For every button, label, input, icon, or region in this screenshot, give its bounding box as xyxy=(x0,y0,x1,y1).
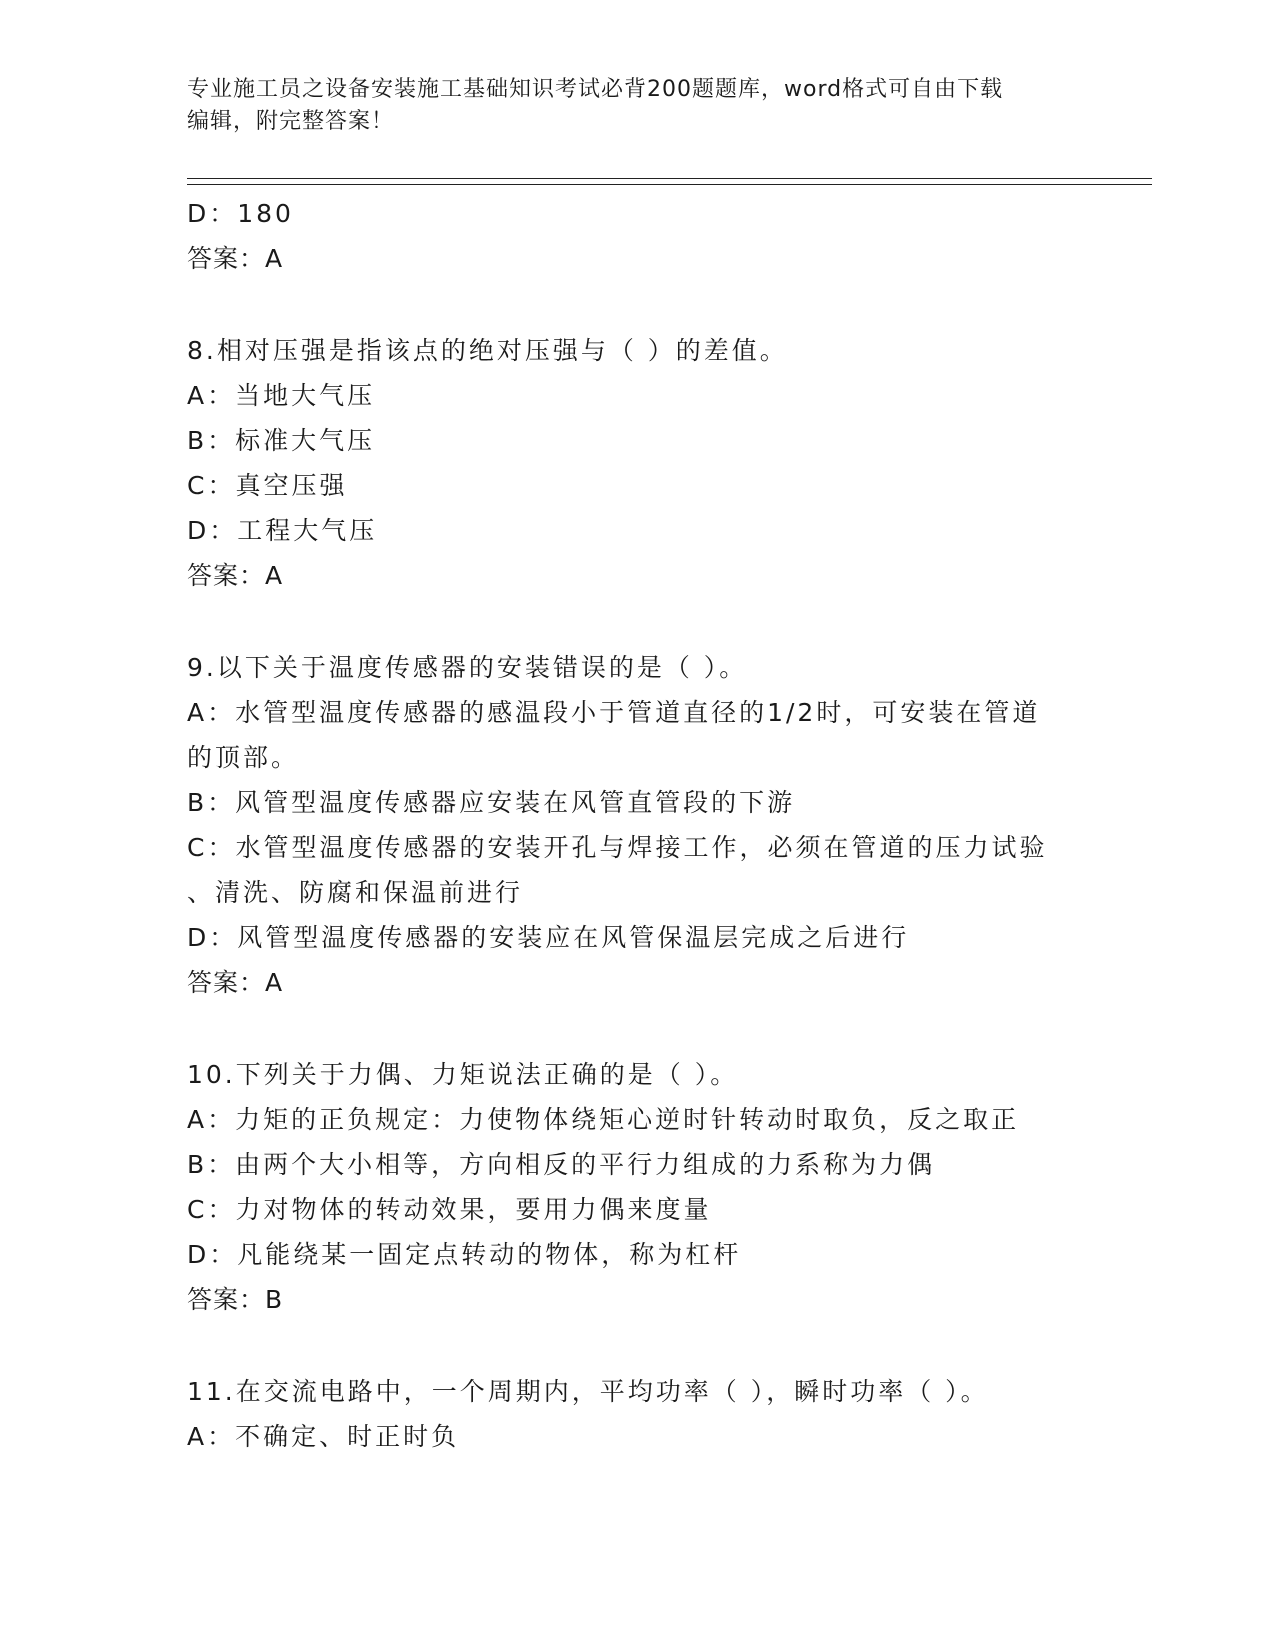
answer: 答案：A xyxy=(187,968,284,997)
option-a-continued: 的顶部。 xyxy=(187,743,300,772)
option-b: B：标准大气压 xyxy=(187,426,376,455)
option-b: B：风管型温度传感器应安装在风管直管段的下游 xyxy=(187,788,796,817)
answer: 答案：A xyxy=(187,244,284,273)
header-divider xyxy=(187,178,1152,185)
option-d: D：工程大气压 xyxy=(187,516,378,545)
option-c: C：水管型温度传感器的安装开孔与焊接工作，必须在管道的压力试验 xyxy=(187,833,1048,862)
page-header xyxy=(187,74,1067,138)
answer: 答案：A xyxy=(187,561,284,590)
option-a: A：水管型温度传感器的感温段小于管道直径的1/2时，可安装在管道 xyxy=(187,698,1041,727)
question-stem: 11.在交流电路中，一个周期内，平均功率（ ），瞬时功率（ ）。 xyxy=(187,1377,989,1406)
question-stem: 9.以下关于温度传感器的安装错误的是（ ）。 xyxy=(187,653,748,682)
question-stem: 8.相对压强是指该点的绝对压强与（ ）的差值。 xyxy=(187,336,788,365)
option-a: A：当地大气压 xyxy=(187,381,376,410)
option-a: A：力矩的正负规定：力使物体绕矩心逆时针转动时取负，反之取正 xyxy=(187,1105,1020,1134)
option-d: D：180 xyxy=(187,199,294,228)
question-10 xyxy=(187,1052,1087,1322)
question-8 xyxy=(187,328,1087,598)
question-11 xyxy=(187,1369,1087,1459)
option-a: A：不确定、时正时负 xyxy=(187,1422,460,1451)
option-d: D：风管型温度传感器的安装应在风管保温层完成之后进行 xyxy=(187,923,910,952)
option-c: C：力对物体的转动效果，要用力偶来度量 xyxy=(187,1195,712,1224)
option-b: B：由两个大小相等，方向相反的平行力组成的力系称为力偶 xyxy=(187,1150,936,1179)
question-9 xyxy=(187,645,1087,1005)
option-d: D：凡能绕某一固定点转动的物体，称为杠杆 xyxy=(187,1240,742,1269)
option-c-continued: 、清洗、防腐和保温前进行 xyxy=(187,878,524,907)
answer: 答案：B xyxy=(187,1285,284,1314)
option-c: C：真空压强 xyxy=(187,471,348,500)
header-line-2: 编辑，附完整答案！ xyxy=(187,109,395,134)
question-stem: 10.下列关于力偶、力矩说法正确的是（ ）。 xyxy=(187,1060,739,1089)
question-content xyxy=(187,191,1087,1459)
header-line-1: 专业施工员之设备安装施工基础知识考试必背200题题库，word格式可自由下载 xyxy=(187,77,1004,102)
